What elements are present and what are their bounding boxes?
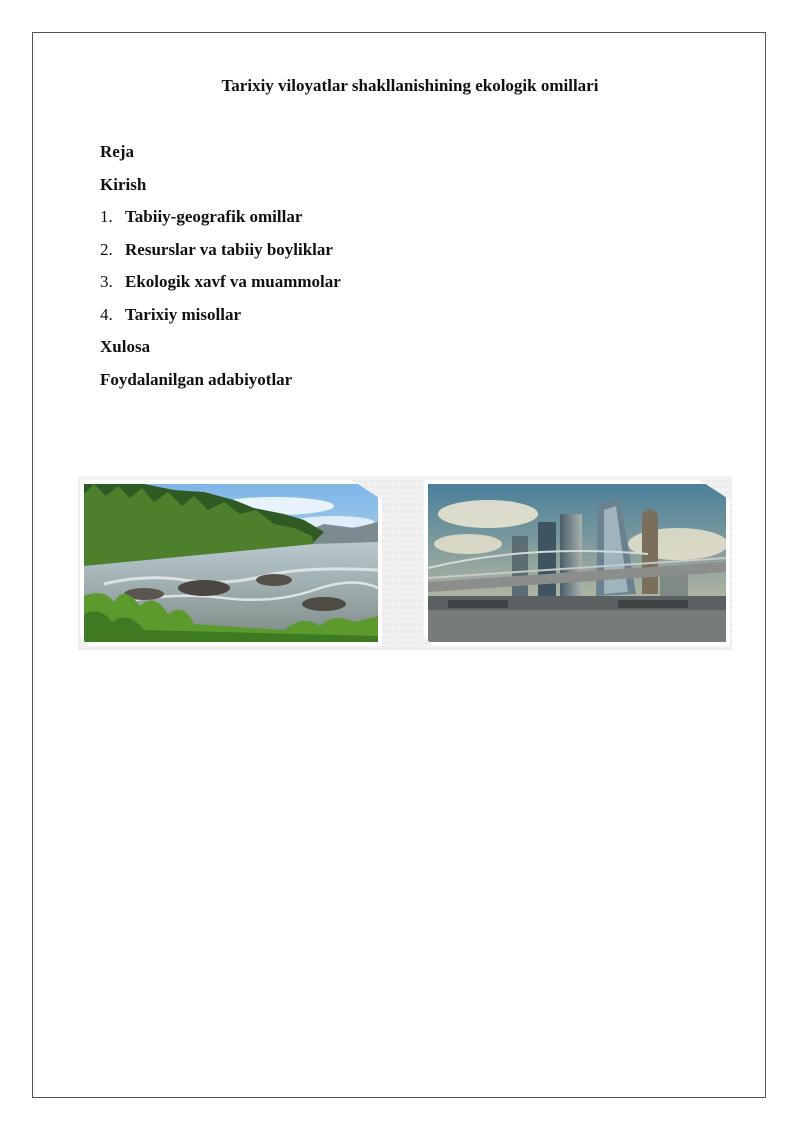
river-forest-photo [80, 480, 382, 646]
plan-conclusion: Xulosa [100, 337, 151, 356]
plan-section-4 [100, 303, 341, 336]
section-label: Tarixiy misollar [125, 304, 242, 324]
section-number: 4. [100, 304, 113, 324]
plan-heading: Reja [100, 142, 134, 161]
section-label: Tabiiy-geografik omillar [125, 207, 303, 226]
city-skyline-photo [424, 480, 730, 646]
section-number: 3. [100, 272, 113, 291]
document-title: Tarixiy viloyatlar shakllanishining ekologik omillari [221, 76, 599, 95]
section-label: Resurslar va tabiiy boyliklar [125, 239, 333, 259]
plan-intro: Kirish [100, 174, 147, 194]
image-strip [78, 476, 732, 650]
section-label: Ekologik xavf va muammolar [125, 272, 341, 291]
plan-section-2 [100, 238, 341, 271]
plan-section-1 [100, 205, 341, 238]
plan-list [100, 140, 341, 400]
plan-references: Foydalanilgan adabiyotlar [100, 369, 293, 389]
section-number: 2. [100, 239, 113, 259]
plan-section-3 [100, 270, 341, 303]
section-number: 1. [100, 207, 113, 226]
